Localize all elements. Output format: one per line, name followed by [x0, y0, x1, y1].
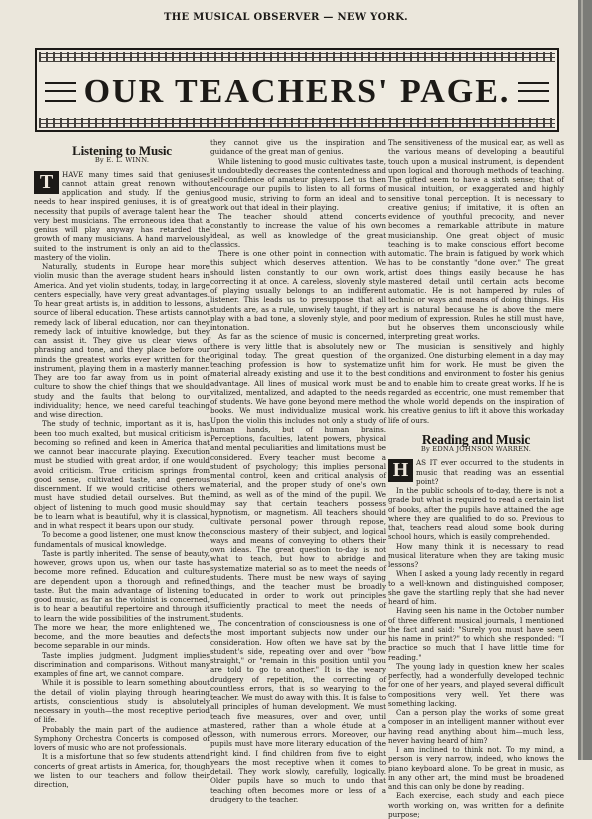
article-1-byline: By E. L. WINN.	[94, 156, 150, 165]
paragraph: It is a misfortune that so few students attend concerts of great artists in America, for, though we listen to our teachers and follow their direction,	[34, 752, 210, 789]
paragraph: To become a good listener, one must know the fundamentals of musical knowledge.	[34, 530, 210, 549]
paragraph: Probably the main part of the audience at Symphony Orchestra Concerts is composed of lovers of music who are not professionals.	[34, 724, 210, 752]
paragraph: The young lady in question knew her scales perfectly, had a wonderfully developed technic for one of her years, and played several difficult compositions very well. Yet there was something lacking.	[388, 661, 564, 708]
paragraph: AS IT ever occurred to the students in music that reading was an essential point?	[416, 458, 564, 486]
paragraph: In the public schools of to-day, there is not a grade but what is required to read a certain list of books, after the pupils have attained the age where they are qualified to do so. Previous to that, teachers read aloud some book during school hours, which is easily comprehended.	[388, 486, 564, 542]
greek-key-border-bottom	[39, 118, 555, 128]
paragraph: The study of technic, important as it is, has been too much exalted, but musical criticism is becoming so refined and keen in America that we cannot bear inaccurate playing. Execution must be studied with great ardor, if one would avoid criticism. True criticism springs from good sense, cultivated taste, and generous discernment. If we would criticise others we must have studied detail ourselves. But the object of listening to much good music should be to learn what is beautiful, why it is classical, and in what respect it bears upon our study.	[34, 419, 210, 530]
page-title: OUR TEACHERS' PAGE.	[83, 73, 511, 110]
paragraph: I am inclined to think not. To my mind, a person is very narrow, indeed, who knows the piano keyboard alone. To be great in music, as in any other art, the mind must be broadened and this can only be done by reading.	[388, 745, 564, 791]
binding-strip	[578, 0, 592, 760]
paragraph: The musician is sensitively and highly organized. One disturbing element in a day may unfit him for work. He must be given the conditions and environment to foster his genius and to enable him to create great works. If he is regarded as eccentric, one must remember that the whole world depends on the inspiration of his creative genius to lift it above this workaday life of ours.	[388, 341, 564, 425]
paragraph: they cannot give us the inspiration and guidance of the great man of genius.	[210, 138, 386, 157]
running-head: THE MUSICAL OBSERVER — NEW YORK.	[164, 12, 408, 23]
greek-key-border-top	[39, 52, 555, 62]
paragraph: While it is possible to learn something about the detail of violin playing through hearing artists, conscientious study is absolutely necessary in youth—the most receptive period of life.	[34, 678, 210, 725]
paragraph: The concentration of consciousness is one of the most important subjects now under our consideration. How often we have sat by the student's side, repeating over and over "bow straight," or "remain in this position until you are told to go to another." It is the weary drudgery of repetition, the correcting of countless errors, that is so wearying to the teacher. We must do away with this. It is false to all principles of human development. We must teach five measures, over and over, until mastered, rather than a whole étude at a lesson, with numerous errors. Moreover, our pupils must have more literary education of the right kind. I find children from five to eight years the most receptive when it comes to detail. They work slowly, carefully, logically. Older pupils have so much to undo that teaching often becomes more or less of a drudgery to the teacher.	[210, 619, 386, 804]
article-1-dropcap: T	[34, 171, 59, 194]
paragraph: Having seen his name in the October number of three different musical journals, I mentioned the fact and said: "Surely you must have seen his name in print?" to which she responded: "I practice so much that I have little time for reading."	[388, 606, 564, 662]
paragraph: Taste is partly inherited. The sense of beauty, however, grows upon us, when our taste has become more refined. Education and culture are dependent upon a thorough and refined taste. But the main advantage of listening to good music, as far as the violinist is concerned, is to hear a beautiful repertoire and through it to learn the wide possibilities of the instrument. The more we hear, the more enlightened we become, and the more beauties and defects become separable in our minds.	[34, 548, 210, 651]
paragraph: The sensitiveness of the musical ear, as well as the various means of developing a beautiful touch upon a musical instrument, is dependent upon logical and thorough methods of teaching. The gifted seem to have a sixth sense; that of musical intuition, or exaggerated and highly sensitive tonal perception. It is necessary to creative genius; if imitative, it is often an evidence of youthful precocity, and never becomes a remarkable attribute in mature musicianship. One great object of music teaching is to make conscious effort become automatic. The brain is fatigued by work which has to be constantly "done over." The great artist does things easily because he has mastered detail until certain acts become automatic. He is not hampered by rules of technic or ways and means of doing things. His art is natural because he is above the mere medium of expression. Rules he still must have, but he observes them unconsciously while interpreting great works.	[388, 138, 564, 342]
paragraph: Can a person play the works of some great composer in an intelligent manner without ever having read anything about him—much less, never having heard of him?	[388, 708, 564, 745]
paragraph: There is one other point in connection with this subject which deserves attention. We should listen constantly to our own work, correcting it at once. A careless, slovenly style of playing usually belongs to an indifferent listener. This leads us to presuppose that all students are, as a rule, unwisely taught, if they play with a bad tone, a slovenly style, and poor intonation.	[210, 249, 386, 332]
page-banner	[35, 48, 559, 132]
paragraph: As far as the science of music is concerned, there is very little that is absolutely new or original today. The great question of the teaching profession is how to systematize material already existing and use it to the best advantage. All lines of musical work must be vitalized, mentalized, and adapted to the needs of students. We have gone beyond mere method books. We must individualize musical work. Upon the violin this includes not only a study of human hands, but of human brains. Perceptions, faculties, latent powers, physical and mental peculiarities and limitations must be considered. Every teacher must become a student of psychology; this implies personal mental control, keen and critical analysis of material, and the proper study of one's own mind, as well as of the mind of the pupil. We may say that certain teachers possess hypnotism, or magnetism. All teachers should cultivate personal power through repose, conscious mastery of their subject, and logical ways and means of conveying to others their own ideas. The great question to-day is not what to teach, but how to abridge and systematize material so as to meet the needs of students. There must be new ways of saying things, and the teacher must be broadly educated in order to work out principles sufficiently practical to meet the needs of students.	[210, 332, 386, 619]
article-2-dropcap: H	[388, 459, 413, 482]
banner-title-row	[37, 72, 557, 112]
column-2	[210, 138, 386, 804]
paragraph: When I asked a young lady recently in regard to a well-known and distinguished composer, she gave the startling reply that she had never heard of him.	[388, 569, 564, 606]
paragraph: While listening to good music cultivates taste, it undoubtedly decreases the contentedness and self-confidence of amateur players. Let us then encourage our pupils to listen to all forms of good music, striving to form an ideal and to work out that ideal in their playing.	[210, 156, 386, 212]
paragraph: HAVE many times said that geniuses cannot attain great renown without application and study. If the genius needs to hear inspired geniuses, it is of great necessity that pupils of average talent hear the very best musicians. The erroneous idea that a genius will play anyway has retarded the growth of many musicians. A hand marvelously suited to the instrument is only an aid to the mastery of the violin.	[34, 169, 210, 262]
paragraph: The teacher should attend concerts constantly to increase the value of his own ideal, as well as knowledge of the great classics.	[210, 212, 386, 249]
article-2-byline: By EDNA JOHNSON WARREN.	[420, 445, 532, 453]
paragraph: Naturally, students in Europe hear more violin music than the average student hears in America. And yet violin students, today, in large centers especially, have very great advantages. To hear great artists is, in addition to lessons, a source of liberal education. These artists cannot remedy lack of liberal education, nor can they remedy lack of intuitive knowledge, but they can assist it. They give us clear views of phrasing and tone, and they place before our minds the greatest works ever written for the instrument, playing them in a masterly manner. They are too far away from us in point of culture to show the chief things that we should study and the faults that belong to our individuality; hence, we need careful teaching and wise direction.	[34, 262, 210, 419]
column-1	[34, 138, 210, 789]
banner-rule-left	[45, 82, 76, 102]
article-2-title: Reading and Music	[421, 431, 531, 447]
article-1-title: Listening to Music	[72, 143, 172, 158]
paragraph: Each exercise, each study and each piece worth working on, was written for a definite purpose;	[388, 791, 564, 819]
paragraph: Taste implies judgment. Judgment implies discrimination and comparisons. Without many examples of fine art, we cannot compare.	[34, 650, 210, 678]
banner-rule-right	[518, 82, 549, 102]
column-3	[388, 138, 564, 819]
paragraph: How many think it is necessary to read musical literature when they are taking music lessons?	[388, 541, 564, 569]
